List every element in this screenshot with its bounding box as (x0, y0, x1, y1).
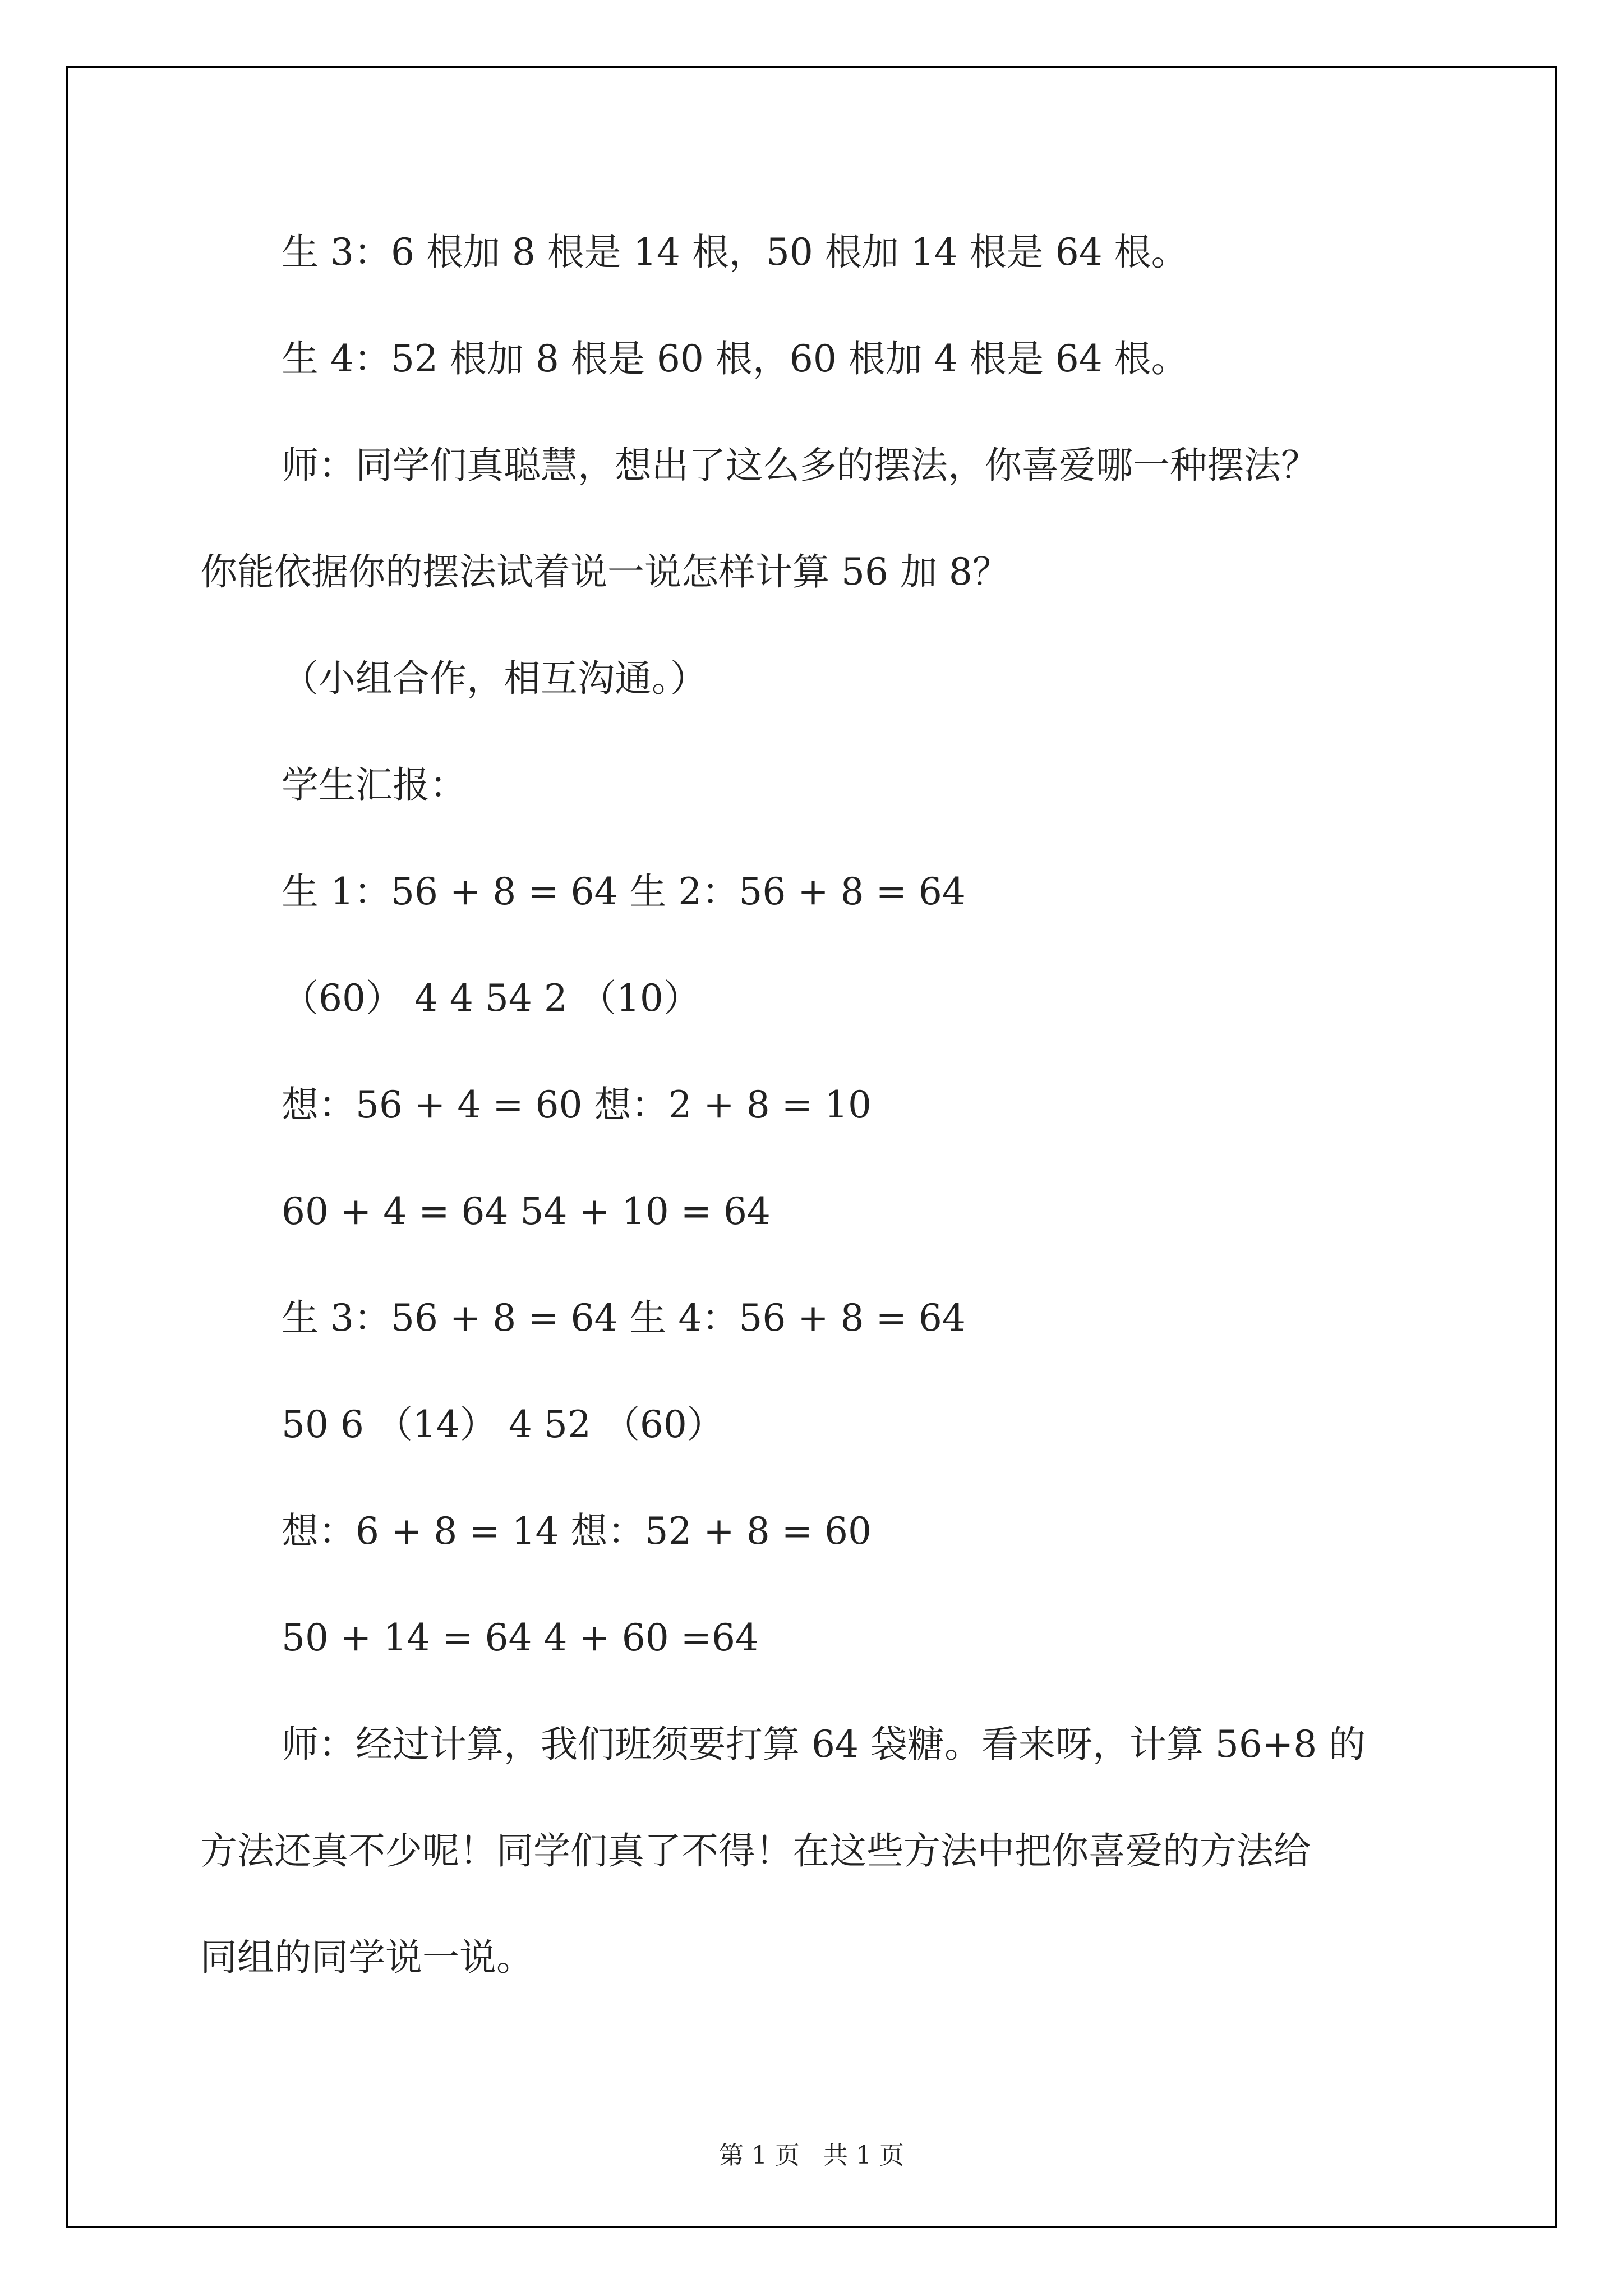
paragraph-line: 想：56 + 4 = 60 想：2 + 8 = 10 (282, 1083, 872, 1126)
paragraph-line: 生 3：56 + 8 = 64 生 4：56 + 8 = 64 (282, 1296, 966, 1340)
paragraph-line: 学生汇报： (282, 763, 467, 807)
paragraph-line: 60 + 4 = 64 54 + 10 = 64 (282, 1190, 771, 1233)
paragraph-line: 方法还真不少呢！同学们真了不得！在这些方法中把你喜爱的方法给 (200, 1829, 1311, 1872)
paragraph-line: 生 1：56 + 8 = 64 生 2：56 + 8 = 64 (282, 870, 966, 913)
paragraph-line: 想：6 + 8 = 14 想：52 + 8 = 60 (282, 1510, 872, 1553)
page-footer: 第 1 页 共 1 页 (719, 2141, 904, 2170)
paragraph-line: 同组的同学说一说。 (200, 1936, 533, 1979)
paragraph-line: 生 4：52 根加 8 根是 60 根，60 根加 4 根是 64 根。 (282, 337, 1188, 380)
paragraph-line: （小组合作，相互沟通。） (282, 657, 707, 700)
paragraph-line: 50 + 14 = 64 4 + 60 =64 (282, 1616, 759, 1659)
paragraph-line: 生 3：6 根加 8 根是 14 根，50 根加 14 根是 64 根。 (282, 231, 1188, 274)
paragraph-line: 你能依据你的摆法试着说一说怎样计算 56 加 8？ (200, 550, 1009, 593)
paragraph-line: （60） 4 4 54 2 （10） (282, 977, 700, 1020)
paragraph-line: 师：同学们真聪慧，想出了这么多的摆法，你喜爱哪一种摆法？ (282, 444, 1318, 487)
paragraph-line: 师：经过计算，我们班须要打算 64 袋糖。看来呀，计算 56+8 的 (282, 1723, 1366, 1766)
paragraph-line: 50 6 （14） 4 52 （60） (282, 1403, 724, 1446)
